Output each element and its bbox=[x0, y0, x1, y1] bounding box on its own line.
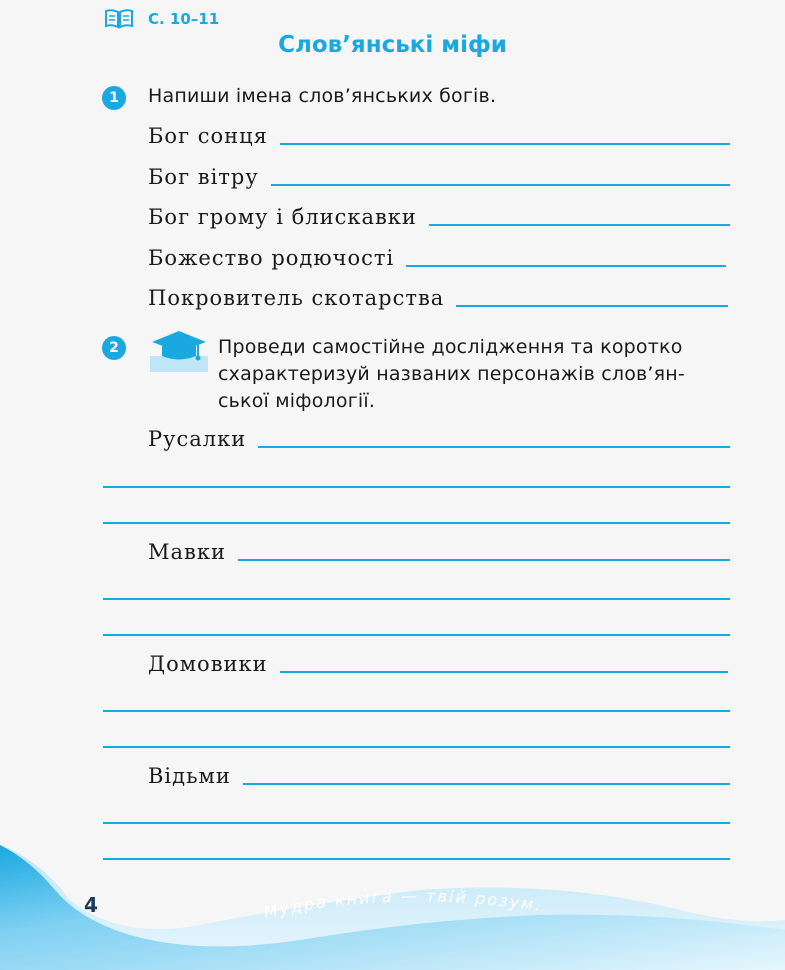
answer-line[interactable] bbox=[103, 710, 730, 712]
answer-line[interactable] bbox=[456, 305, 728, 307]
task-1-number: 1 bbox=[102, 86, 126, 110]
slogan-text: Мудра книга — твій розум. bbox=[261, 886, 544, 922]
answer-line[interactable] bbox=[429, 224, 730, 226]
answer-line[interactable] bbox=[243, 783, 730, 785]
answer-label: Бог вітру bbox=[148, 165, 259, 189]
answer-label: Покровитель скотарства bbox=[148, 286, 445, 310]
page-reference bbox=[104, 8, 219, 30]
answer-row bbox=[148, 205, 730, 229]
answer-row bbox=[148, 427, 730, 451]
answer-line[interactable] bbox=[103, 598, 730, 600]
answer-row bbox=[148, 246, 726, 270]
page-title: Слов’янські міфи bbox=[278, 32, 507, 58]
answer-line[interactable] bbox=[103, 634, 730, 636]
answer-label: Відьми bbox=[148, 764, 231, 788]
answer-label: Бог сонця bbox=[148, 124, 268, 148]
answer-label: Домовики bbox=[148, 652, 268, 676]
task-1-instruction: Напиши імена слов’янських богів. bbox=[148, 85, 497, 107]
answer-row bbox=[148, 764, 730, 788]
answer-line[interactable] bbox=[103, 822, 730, 824]
answer-line[interactable] bbox=[103, 746, 730, 748]
task-2-instruction-line: схарактеризуй названих персонажів слов’ян- bbox=[218, 363, 685, 385]
answer-line[interactable] bbox=[258, 446, 730, 448]
task-2-number: 2 bbox=[102, 336, 126, 360]
answer-label: Русалки bbox=[148, 427, 247, 451]
answer-line[interactable] bbox=[103, 522, 730, 524]
task-2-instruction-line: Проведи самостійне дослідження та коротко bbox=[218, 336, 683, 358]
graduation-cap-icon bbox=[150, 328, 208, 372]
answer-line[interactable] bbox=[406, 265, 726, 267]
page-number: 4 bbox=[84, 893, 98, 917]
task-2-instruction bbox=[218, 334, 733, 415]
answer-row bbox=[148, 165, 730, 189]
answer-line[interactable] bbox=[271, 184, 730, 186]
answer-row bbox=[148, 652, 728, 676]
book-icon bbox=[104, 8, 134, 30]
answer-row bbox=[148, 286, 728, 310]
svg-text:Мудра книга — твій розум. bbox=[262, 886, 544, 922]
answer-label: Мавки bbox=[148, 540, 226, 564]
footer-slogan bbox=[250, 860, 570, 930]
task-2-instruction-line: ської міфології. bbox=[218, 390, 376, 412]
answer-row bbox=[148, 124, 730, 148]
answer-row bbox=[148, 540, 730, 564]
page-reference-text: С. 10–11 bbox=[148, 10, 220, 28]
answer-label: Божество родючості bbox=[148, 246, 395, 270]
answer-line[interactable] bbox=[238, 559, 730, 561]
answer-line[interactable] bbox=[280, 143, 730, 145]
answer-line[interactable] bbox=[103, 486, 730, 488]
answer-line[interactable] bbox=[280, 671, 728, 673]
answer-label: Бог грому і блискавки bbox=[148, 205, 417, 229]
